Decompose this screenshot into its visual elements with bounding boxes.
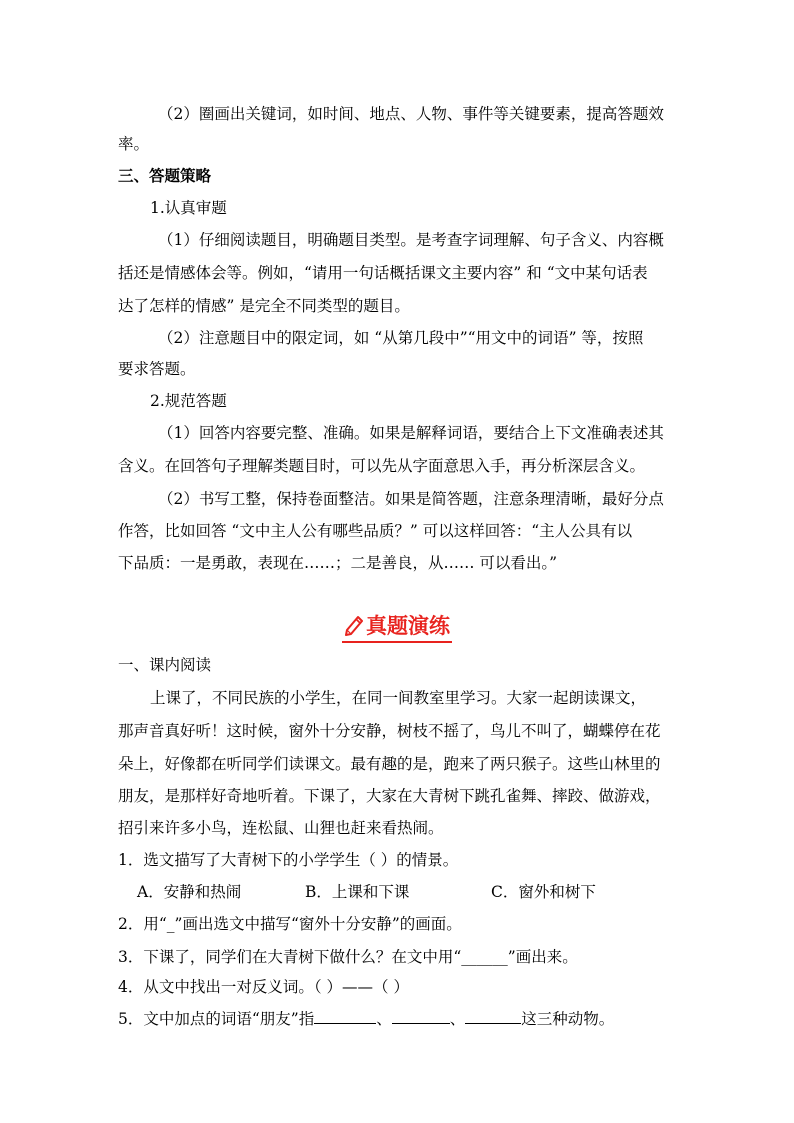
question-5 (118, 1007, 614, 1030)
question-5-suffix: 这三种动物。 (521, 1010, 615, 1028)
subheading-read-carefully: 1.认真审题 (150, 199, 227, 217)
question-5-sep-2: 、 (449, 1010, 466, 1028)
strategy-p2-line-2: 要求答题。 (118, 360, 196, 378)
passage-line-3: 朵上，好像都在听同学们读课文。最有趣的是，跑来了两只猴子。这些山林里的 (118, 755, 661, 773)
strategy-p4-line-3: 下品质：一是勇敢，表现在……；二是善良，从…… 可以看出。” (118, 554, 558, 572)
practice-title (0, 612, 794, 643)
option-b[interactable]: B．上课和下课 (305, 883, 410, 901)
section-in-class-reading: 一、课内阅读 (118, 656, 212, 674)
strategy-p1-line-1: （1）仔细阅读题目，明确题目类型。是考查字词理解、句子含义、内容概 (158, 231, 664, 249)
question-3: 3．下课了，同学们在大青树下做什么？在文中用“______”画出来。 (118, 948, 578, 966)
strategy-p2-line-1: （2）注意题目中的限定词，如 “从第几段中”“用文中的词语” 等，按照 (158, 329, 644, 347)
strategy-p3-line-2: 含义。在回答句子理解类题目时，可以先从字面意思入手，再分析深层含义。 (118, 457, 646, 475)
option-c[interactable]: C．窗外和树下 (491, 883, 596, 901)
question-5-sep-1: 、 (376, 1010, 392, 1028)
question-1: 1．选文描写了大青树下的小学学生（ ）的情景。 (118, 851, 459, 869)
practice-title-text: 真题演练 (366, 613, 450, 638)
subheading-answer-properly: 2.规范答题 (150, 392, 227, 410)
answer-blank-3[interactable] (465, 1007, 521, 1024)
pencil-icon (344, 615, 364, 637)
strategy-p4-line-2: 作答，比如回答 “文中主人公有哪些品质？” 可以这样回答：“主人公具有以 (118, 522, 633, 540)
strategy-p4-line-1: （2）书写工整，保持卷面整洁。如果是简答题，注意条理清晰，最好分点 (158, 490, 664, 508)
strategy-p3-line-1: （1）回答内容要完整、准确。如果是解释词语，要结合上下文准确表述其 (158, 424, 664, 442)
question-4: 4．从文中找出一对反义词。（ ）——（ ） (118, 978, 409, 996)
section-heading-strategy: 三、答题策略 (118, 166, 212, 185)
question-5-prefix: 5．文中加点的词语“朋友”指 (118, 1010, 315, 1028)
tip-2-line-1: （2）圈画出关键词，如时间、地点、人物、事件等关键要素，提高答题效 (158, 105, 664, 123)
passage-line-5: 招引来许多小鸟，连松鼠、山狸也赶来看热闹。 (118, 819, 444, 837)
strategy-p1-line-2: 括还是情感体会等。例如，“请用一句话概括课文主要内容” 和 “文中某句话表 (118, 264, 648, 282)
answer-blank-2[interactable] (392, 1007, 450, 1024)
strategy-p1-line-3: 达了怎样的情感” 是完全不同类型的题目。 (118, 297, 410, 315)
answer-blank-1[interactable] (314, 1007, 376, 1024)
tip-2-line-2: 率。 (118, 135, 150, 153)
passage-line-2: 那声音真好听！这时候，窗外十分安静，树枝不摇了，鸟儿不叫了，蝴蝶停在花 (118, 722, 661, 740)
option-a[interactable]: A．安静和热闹 (137, 883, 242, 901)
question-2: 2．用“_”画出选文中描写“窗外十分安静”的画面。 (118, 915, 462, 933)
passage-line-4: 朋友，是那样好奇地听着。下课了，大家在大青树下跳孔雀舞、摔跤、做游戏， (118, 787, 661, 805)
question-1-options (137, 881, 596, 903)
passage-line-1: 上课了，不同民族的小学生，在同一间教室里学习。大家一起朗读课文， (150, 689, 647, 707)
